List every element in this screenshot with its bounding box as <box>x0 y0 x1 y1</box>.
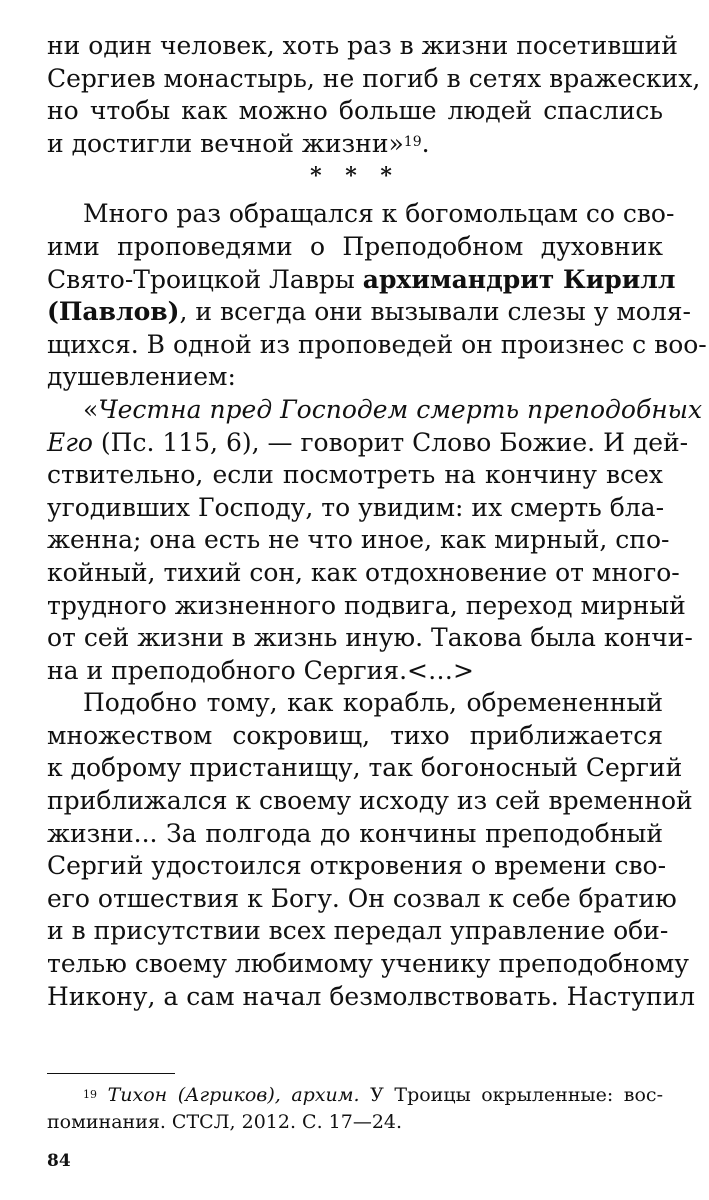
text-line: но чтобы как можно больше людей спаслись <box>47 96 663 126</box>
footnote-divider <box>47 1073 175 1074</box>
text-line <box>47 264 676 297</box>
text-line: жизни... За полгода до кончины преподобный <box>47 818 663 848</box>
text-segment: (Пс. 115, 6), — говорит Слово Божие. И дей- <box>92 427 689 457</box>
paragraph-quote <box>47 394 703 687</box>
text-line: Сергий удостоился откровения о времени сво- <box>47 851 667 881</box>
text-line <box>47 394 703 427</box>
scripture-quote: Честна пред Господем смерть преподобных <box>98 394 703 424</box>
text-line: койный, тихий сон, как отдохновение от много- <box>47 557 680 587</box>
text-segment: , и всегда они вызывали слезы у моля- <box>179 297 691 327</box>
bold-name: (Павлов) <box>47 297 180 327</box>
text-line <box>47 128 663 161</box>
page-number: 84 <box>47 1151 71 1171</box>
text-line: трудного жизненного подвига, переход мирный <box>47 590 686 620</box>
text-line: Много раз обращался к богомольцам со сво- <box>83 199 675 229</box>
text-line <box>47 296 691 329</box>
text-line: на и преподобного Сергия.<…> <box>47 655 474 685</box>
text-line: ни один человек, хоть раз в жизни посетивший <box>47 31 678 60</box>
footnote-number: 19 <box>83 1088 97 1101</box>
footnote-line <box>47 1082 663 1109</box>
text-line: душевлением: <box>47 362 236 392</box>
text-line: щихся. В одной из проповедей он произнес с воо- <box>47 329 707 359</box>
paragraph-intro <box>47 198 707 394</box>
text-line: к доброму пристанищу, так богоносный Сергий <box>47 753 683 783</box>
text-line: угодивших Господу, то увидим: их смерть бла- <box>47 492 665 522</box>
text-line <box>47 427 689 460</box>
text-line: его отшествия к Богу. Он созвал к себе братию <box>47 883 677 913</box>
scripture-quote: Его <box>47 427 93 457</box>
text-line: приближался к своему исходу из сей временной <box>47 786 693 816</box>
open-quote: « <box>83 394 99 424</box>
text-line: Сергиев монастырь, не погиб в сетях вражеских, <box>47 63 701 93</box>
footnote <box>47 1082 663 1136</box>
text-line: ствительно, если посмотреть на кончину всех <box>47 460 663 490</box>
paragraph-ship <box>47 687 696 1013</box>
text-line: телью своему любимому ученику преподобному <box>47 949 689 979</box>
text-line: женна; она есть не что иное, как мирный, спо- <box>47 525 670 555</box>
footnote-author: Тихон (Агриков), архим. <box>107 1084 360 1106</box>
footnote-ref: 19 <box>403 133 422 150</box>
bold-name: архимандрит Кирилл <box>362 264 676 294</box>
paragraph-continuation <box>47 30 701 160</box>
text-segment: Свято-Троицкой Лавры <box>47 264 363 294</box>
footnote-line: поминания. СТСЛ, 2012. С. 17—24. <box>47 1111 403 1133</box>
quote-end-text: и достигли вечной жизни» <box>47 128 404 158</box>
text-line: ими проповедями о Преподобном духовник <box>47 231 663 261</box>
text-line: от сей жизни в жизнь иную. Такова была кончи- <box>47 623 693 653</box>
footnote-text: У Троицы окрыленные: вос- <box>359 1084 663 1106</box>
page-body <box>47 30 707 1013</box>
text-line: и в присутствии всех передал управление оби- <box>47 916 669 946</box>
text-line: множеством сокровищ, тихо приближается <box>47 720 663 750</box>
text-line: Никону, а сам начал безмолвствовать. Наступил <box>47 981 696 1011</box>
text-line: Подобно тому, как корабль, обремененный <box>83 688 663 718</box>
section-separator: * * * <box>310 163 400 190</box>
period: . <box>421 128 430 158</box>
